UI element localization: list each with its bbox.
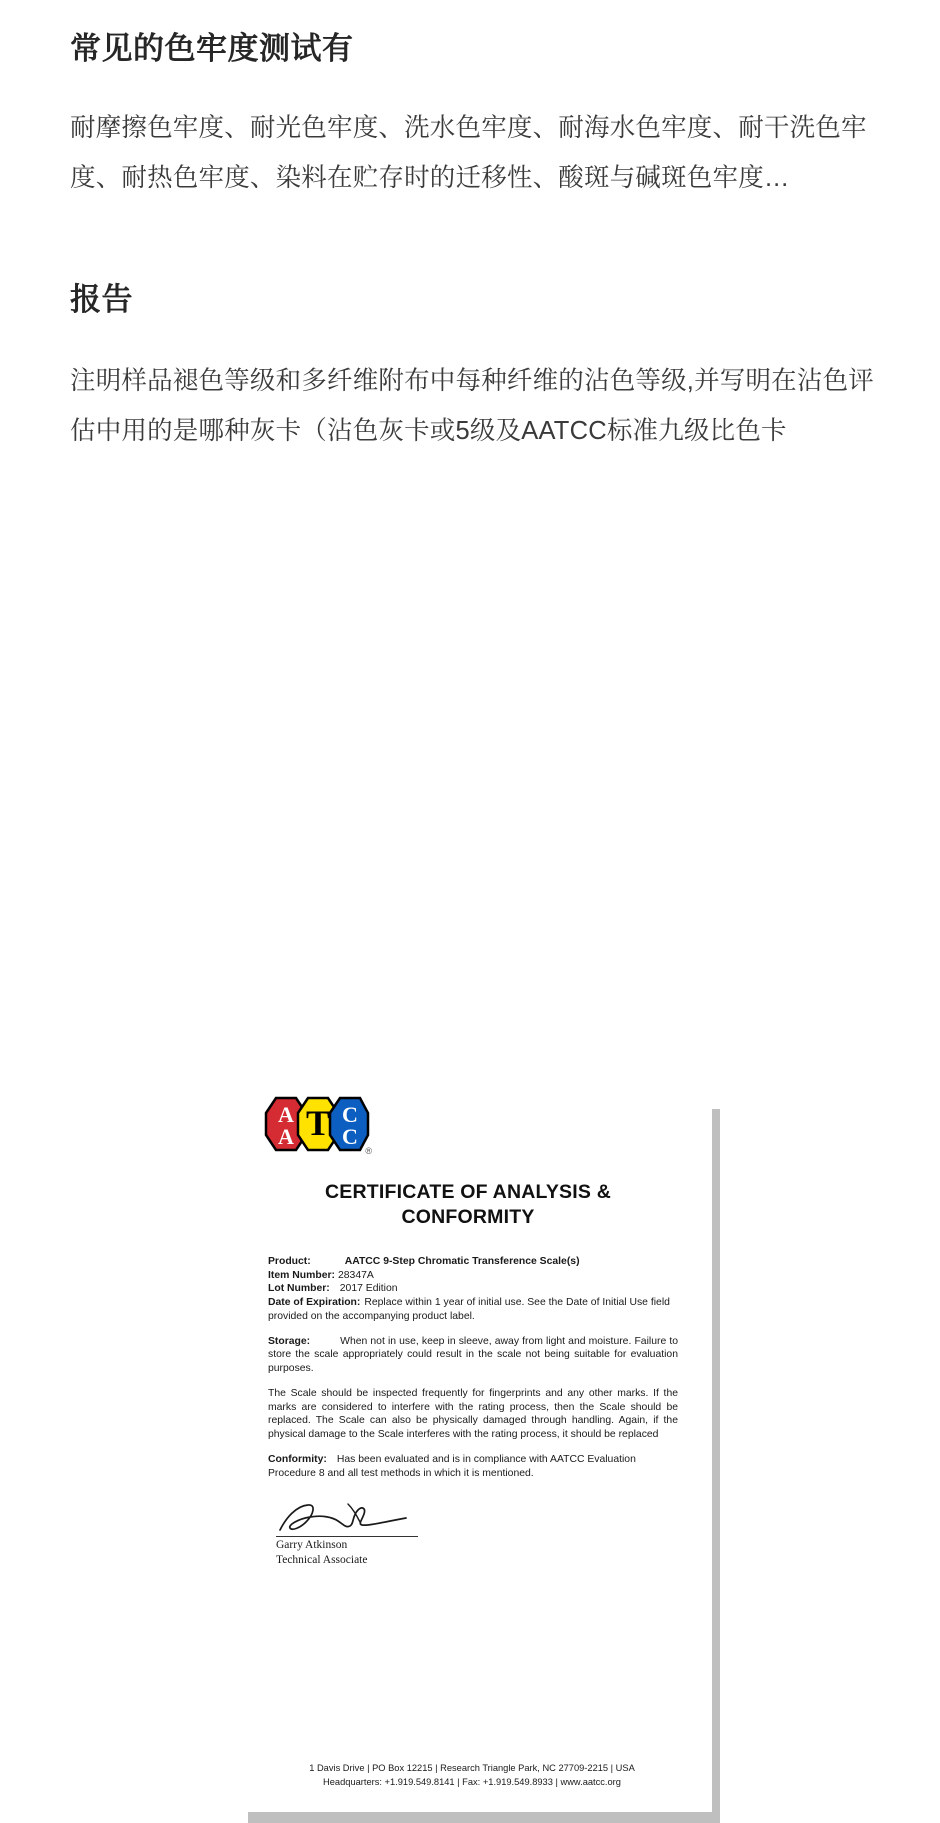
storage-block bbox=[268, 1335, 678, 1376]
page-title: 常见的色牢度测试有 bbox=[70, 31, 354, 66]
conformity-text: Has been evaluated and is in compliance with AATCC Evaluation Procedure 8 and all test methods in which it is mentioned. bbox=[268, 1453, 636, 1479]
lot-number-field bbox=[268, 1283, 398, 1294]
item-number-field bbox=[268, 1270, 374, 1281]
item-number-label: Item Number: bbox=[268, 1269, 335, 1281]
footer-address: 1 Davis Drive | PO Box 12215 | Research Triangle Park, NC 27709-2215 | USA bbox=[309, 1762, 635, 1773]
expiration-value: Replace within 1 year of initial use. See the Date of Initial Use field provided on the accompanying product label. bbox=[268, 1297, 670, 1322]
certificate-document bbox=[238, 1084, 712, 1812]
svg-text:A: A bbox=[278, 1101, 294, 1127]
expiration-label: Date of Expiration: bbox=[268, 1297, 361, 1309]
certificate-image bbox=[0, 514, 940, 1788]
certificate-title-line2: CONFORMITY bbox=[401, 1206, 535, 1229]
signature-mark-icon bbox=[276, 1500, 426, 1536]
lot-number-value: 2017 Edition bbox=[339, 1283, 398, 1295]
svg-text:T: T bbox=[305, 1102, 331, 1143]
registered-trademark-icon: ® bbox=[365, 1145, 372, 1156]
product-label: Product: bbox=[268, 1255, 311, 1267]
storage-label: Storage: bbox=[268, 1335, 311, 1347]
signatory-name: Garry Atkinson bbox=[276, 1536, 418, 1552]
conformity-block bbox=[268, 1453, 678, 1480]
product-value: AATCC 9-Step Chromatic Transference Scale(s) bbox=[344, 1255, 580, 1267]
storage-text: When not in use, keep in sleeve, away from light and moisture. Failure to store the scale appropriately could result in the scale not being suitable for evaluation purposes. bbox=[268, 1335, 678, 1375]
certificate-title-line1: CERTIFICATE OF ANALYSIS & bbox=[325, 1180, 611, 1203]
aatcc-logo-icon bbox=[262, 1094, 370, 1154]
svg-text:C: C bbox=[342, 1123, 358, 1149]
product-field bbox=[268, 1256, 580, 1267]
signature-block bbox=[268, 1500, 678, 1568]
item-number-value: 28347A bbox=[337, 1269, 374, 1281]
certificate-footer bbox=[260, 1761, 684, 1790]
certificate-title bbox=[266, 1180, 670, 1231]
report-description-paragraph: 注明样品褪色等级和多纤维附布中每种纤维的沾色等级,并写明在沾色评估中用的是哪种灰卡（沾色灰卡或5级及AATCC标准九级比色卡 bbox=[70, 366, 874, 445]
lot-number-label: Lot Number: bbox=[268, 1283, 330, 1295]
svg-text:C: C bbox=[342, 1101, 358, 1127]
colorfastness-tests-paragraph: 耐摩擦色牢度、耐光色牢度、洗水色牢度、耐海水色牢度、耐干洗色牢度、耐热色牢度、染料在贮存时的迁移性、酸斑与碱斑色牢度… bbox=[70, 113, 867, 192]
certificate-body bbox=[260, 1255, 684, 1568]
footer-contact: Headquarters: +1.919.549.8141 | Fax: +1.919.549.8933 | www.aatcc.org bbox=[323, 1777, 621, 1788]
signatory-role: Technical Associate bbox=[276, 1553, 368, 1566]
inspection-text: The Scale should be inspected frequently for fingerprints and any other marks. If the marks are considered to interfere with the rating process, then the Scale should be replaced. The Scale can also be physically damaged through handling. Again, if the physical damage to the Scale interferes with the rating process, it should be replaced bbox=[268, 1387, 678, 1441]
report-section-heading: 报告 bbox=[70, 281, 133, 317]
article-content bbox=[0, 0, 940, 456]
conformity-label: Conformity: bbox=[268, 1453, 327, 1465]
svg-text:A: A bbox=[278, 1123, 294, 1149]
aatcc-logo bbox=[262, 1094, 370, 1156]
product-fields-block bbox=[268, 1255, 678, 1324]
